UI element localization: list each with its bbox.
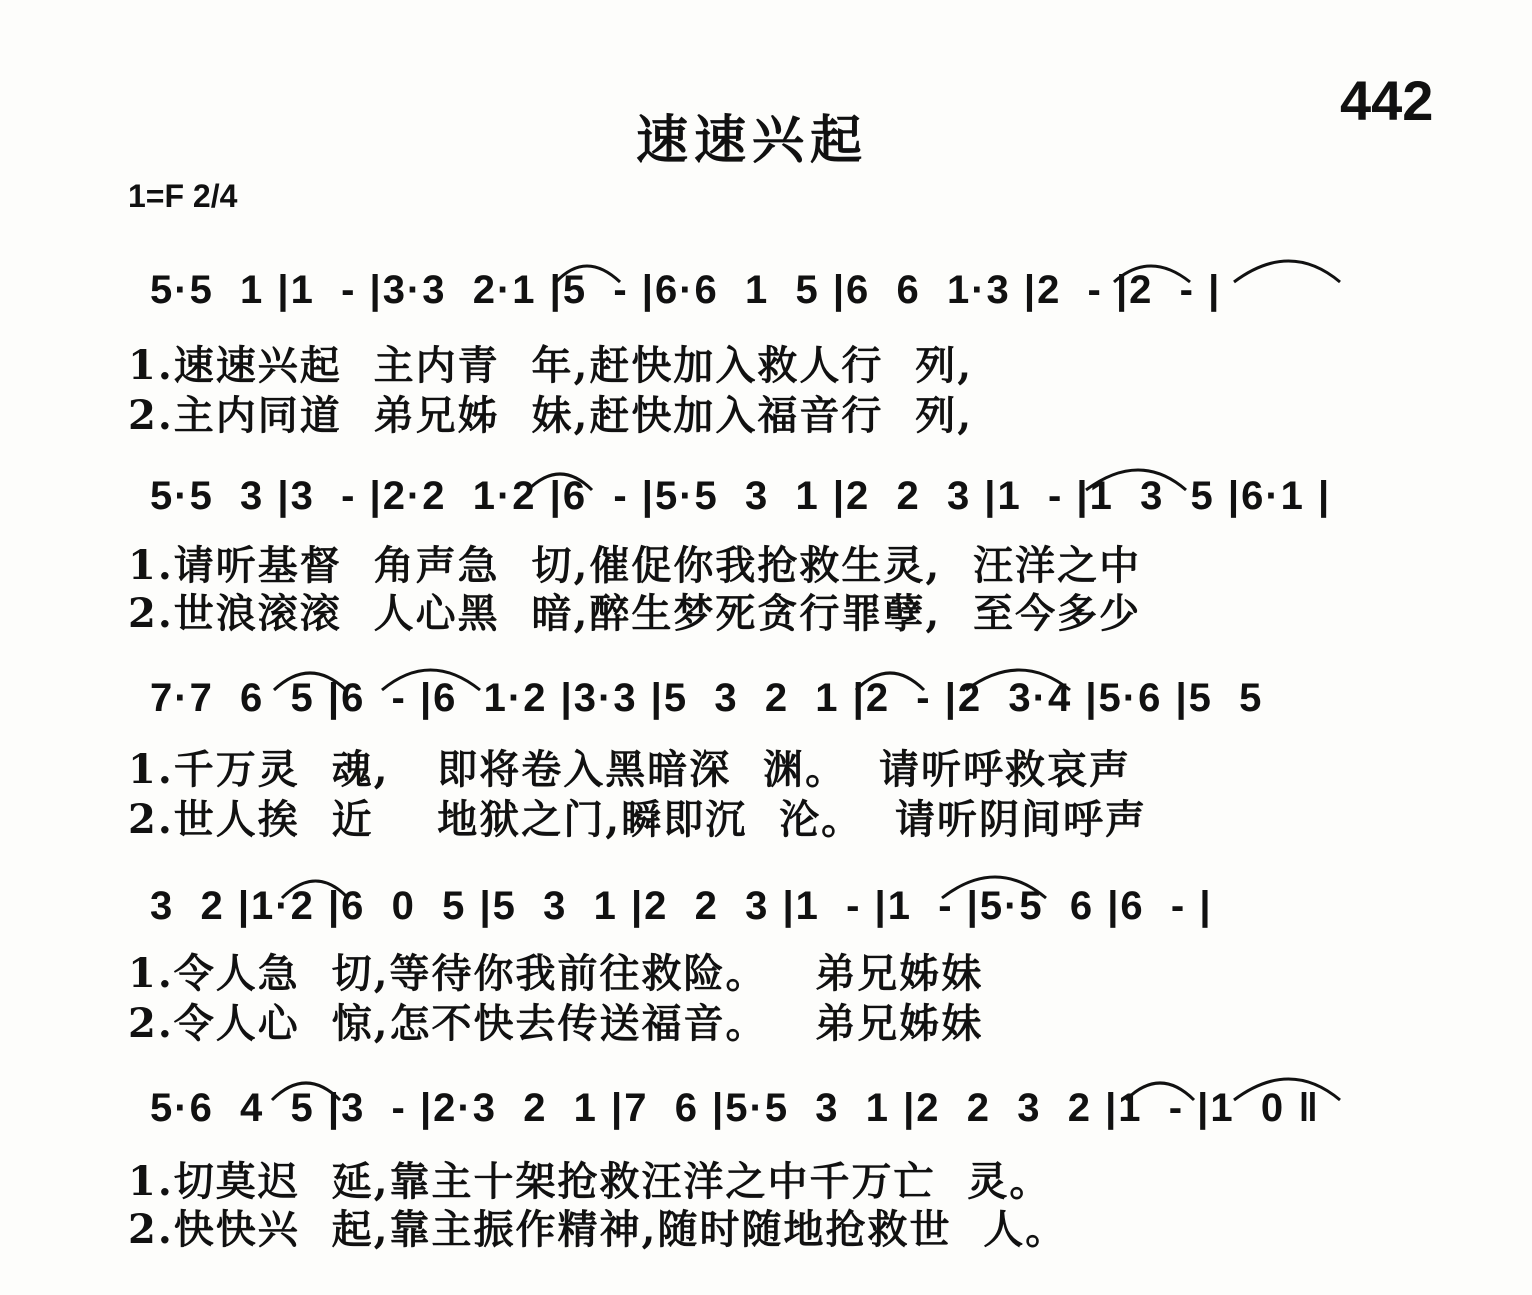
key-signature: 1=F 2/4	[128, 178, 238, 214]
notation-line-2: 5·5 3 |3 - |2·2 1·2 |6 - |5·5 3 1 |2 2 3 |1 - |1 3 5 |6·1 |	[150, 474, 1332, 518]
notation-line-3: 7·7 6 5 |6 - |6 1·2 |3·3 |5 3 2 1 |2 - |2 3·4 |5·6 |5 5	[150, 676, 1264, 720]
lyrics-verse-2-line-1: 2.主内同道 弟兄姊 妹,赶快加入福音行 列,	[128, 392, 974, 439]
lyrics-verse-2-line-5: 2.快快兴 起,靠主振作精神,随时随地抢救世 人。	[128, 1206, 1068, 1253]
notation-line-4: 3 2 |1·2 |6 0 5 |5 3 1 |2 2 3 |1 - |1 - |5·5 6 |6 - |	[150, 884, 1213, 928]
hymn-number: 442	[1340, 69, 1434, 132]
notation-line-5: 5·6 4 5 |3 - |2·3 2 1 |7 6 |5·5 3 1 |2 2 3 2 |1 - |1 0 ‖	[150, 1086, 1321, 1130]
notation-line-1: 5·5 1 |1 - |3·3 2·1 |5 - |6·6 1 5 |6 6 1·3 |2 - |2 - |	[150, 268, 1222, 312]
lyrics-verse-1-line-5: 1.切莫迟 延,靠主十架抢救汪洋之中千万亡 灵。	[128, 1158, 1052, 1205]
hymn-title: 速速兴起	[636, 110, 869, 171]
lyrics-verse-1-line-1: 1.速速兴起 主内青 年,赶快加入救人行 列,	[128, 342, 974, 389]
lyrics-verse-1-line-4: 1.令人急 切,等待你我前往救险。 弟兄姊妹	[128, 950, 984, 997]
lyrics-verse-1-line-2: 1.请听基督 角声急 切,催促你我抢救生灵, 汪洋之中	[128, 542, 1142, 589]
lyrics-verse-2-line-3: 2.世人挨 近 地狱之门,瞬即沉 沦。 请听阴间呼声	[128, 796, 1147, 843]
lyrics-verse-1-line-3: 1.千万灵 魂, 即将卷入黑暗深 渊。 请听呼救哀声	[128, 746, 1132, 793]
lyrics-verse-2-line-4: 2.令人心 惊,怎不快去传送福音。 弟兄姊妹	[128, 1000, 984, 1047]
lyrics-verse-2-line-2: 2.世浪滚滚 人心黑 暗,醉生梦死贪行罪孽, 至今多少	[128, 590, 1142, 637]
